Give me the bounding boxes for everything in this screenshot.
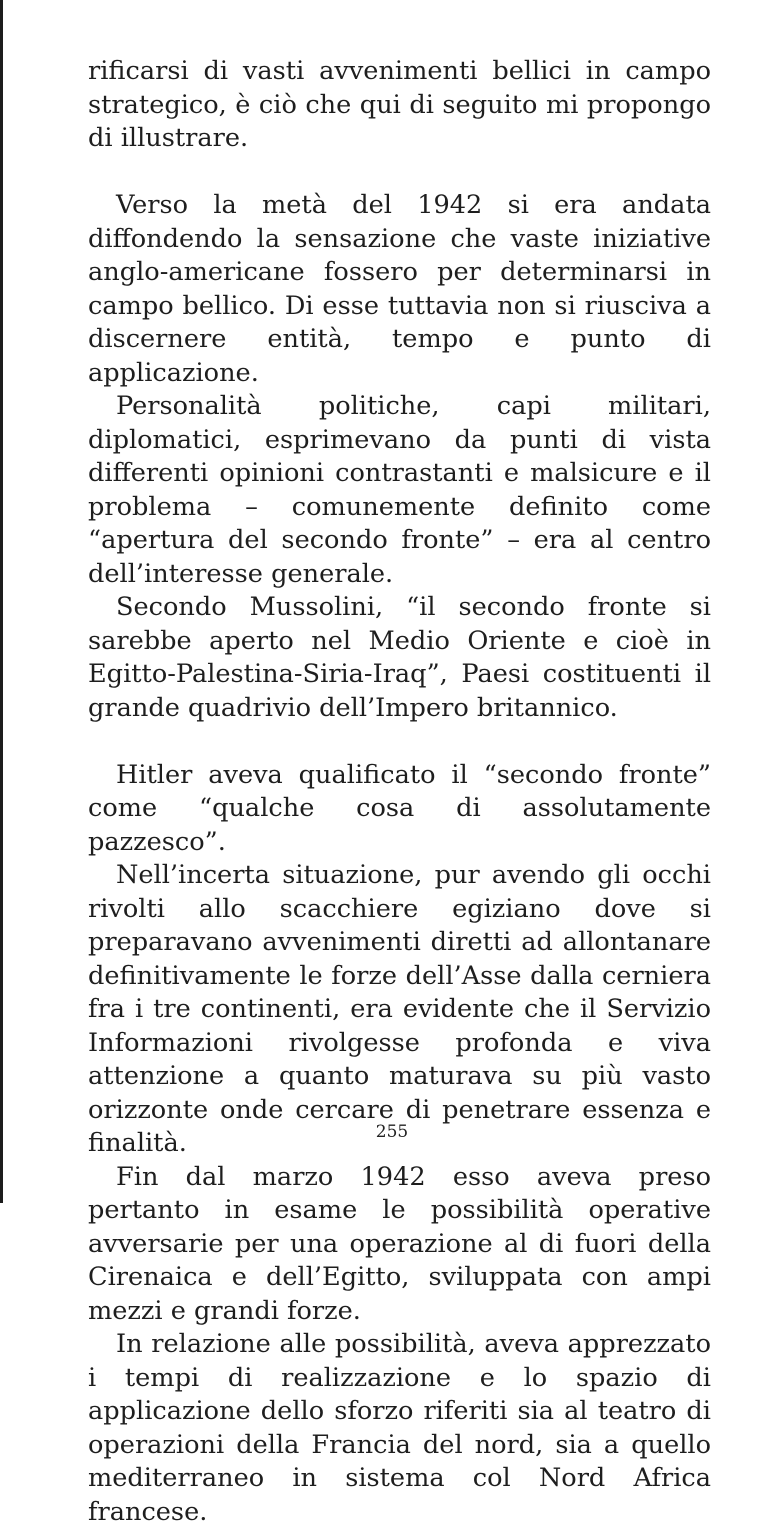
paragraph-continuation: rificarsi di vasti avvenimenti bellici in campo strategico, è ciò che qui di seguito mi propongo di illustrare. xyxy=(88,56,711,153)
body-text xyxy=(88,55,711,1529)
page-number: 255 xyxy=(375,1122,409,1142)
paragraph: In relazione alle possibilità, aveva apprezzato i tempi di realizzazione e lo spazio di applicazione dello sforzo riferiti sia al teatro di operazioni della Francia del nord, sia a quello mediterraneo in sistema col Nord Africa francese. xyxy=(88,1329,711,1527)
paragraph: Verso la metà del 1942 si era andata diffondendo la sensazione che vaste iniziative anglo-americane fossero per determinarsi in campo bellico. Di esse tuttavia non si riusciva a discernere entità, tempo e punto di applicazione. xyxy=(88,190,711,388)
paragraph: Hitler aveva qualificato il “secondo fronte” come “qualche cosa di assolutamente pazzesco”. xyxy=(88,759,711,857)
paragraph: Nell’incerta situazione, pur avendo gli occhi rivolti allo scacchiere egiziano dove si preparavano avvenimenti diretti ad allontanare definitivamente le forze dell’Asse dalla cerniera fra i tre continenti, era evidente che il Servizio Informazioni rivolgesse profonda e viva attenzione a quanto maturava su più vasto orizzonte onde cercare di penetrare essenza e finalità. xyxy=(88,860,711,1158)
paragraph: Personalità politiche, capi militari, diplomatici, esprimevano da punti di vista differenti opinioni contrastanti e malsicure e il problema – comunemente definito come “apertura del secondo fronte” – era al centro dell’interesse generale. xyxy=(88,391,711,589)
page-edge-shadow xyxy=(0,0,3,1203)
paragraph: Fin dal marzo 1942 esso aveva preso pertanto in esame le possibilità operative avversarie per una operazione al di fuori della Cirenaica e dell’Egitto, sviluppata con ampi mezzi e grandi forze. xyxy=(88,1161,711,1326)
paragraph: Secondo Mussolini, “il secondo fronte si sarebbe aperto nel Medio Oriente e cioè in Egitto-Palestina-Siria-Iraq”, Paesi costituenti il grande quadrivio dell’Impero britannico. xyxy=(88,592,711,723)
